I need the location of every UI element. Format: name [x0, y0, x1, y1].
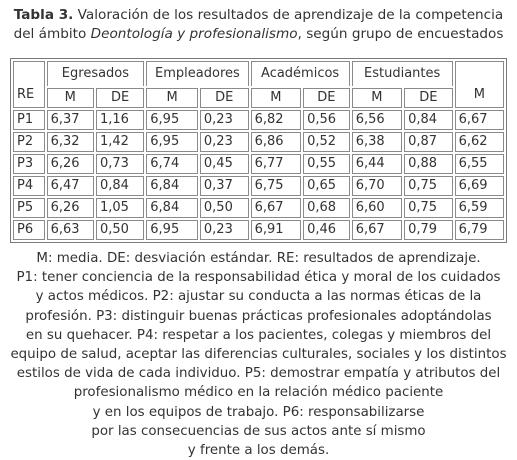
table-cell: 6,77 [251, 154, 302, 174]
table-cell: 6,67 [352, 220, 402, 240]
table-cell: 6,47 [47, 176, 94, 196]
table-cell: 0,68 [303, 198, 350, 218]
total-header-cell: M [455, 61, 504, 108]
sub-header-m: M [352, 88, 402, 108]
row-label: P6 [13, 220, 45, 240]
sub-header-de: DE [404, 88, 453, 108]
table-cell: 6,74 [146, 154, 198, 174]
caption-label: Tabla 3. [13, 7, 74, 23]
table-cell: 6,70 [352, 176, 402, 196]
table-row [13, 198, 504, 218]
sub-header-de: DE [96, 88, 144, 108]
table-cell: 0,79 [404, 220, 453, 240]
row-label: P5 [13, 198, 45, 218]
table-cell: 6,79 [455, 220, 504, 240]
footnote-line: equipo de salud, aceptar las diferencias culturales, sociales y los distintos [10, 347, 507, 363]
group-header-estudiantes: Estudiantes [352, 61, 453, 86]
sub-header-m: M [146, 88, 198, 108]
table-cell: 1,16 [96, 110, 144, 130]
table-footnote [0, 249, 517, 460]
table-cell: 0,65 [303, 176, 350, 196]
table-cell: 6,84 [146, 198, 198, 218]
table-cell: 6,84 [146, 176, 198, 196]
footnote-line: y actos médicos. P2: ajustar su conducta a las normas éticas de la [35, 289, 482, 305]
group-header-row [13, 61, 504, 86]
table-cell: 1,05 [96, 198, 144, 218]
table-cell: 6,63 [47, 220, 94, 240]
table-cell: 1,42 [96, 132, 144, 152]
table-cell: 0,50 [96, 220, 144, 240]
footnote-line: por las consecuencias de sus actos ante sí mismo [91, 423, 426, 439]
table-cell: 0,88 [404, 154, 453, 174]
footnote-line: estilos de vida de cada individuo. P5: demostrar empatía y atributos del [16, 366, 501, 382]
group-header-empleadores: Empleadores [146, 61, 248, 86]
sub-header-m: M [251, 88, 302, 108]
table-cell: 6,44 [352, 154, 402, 174]
table-cell: 6,82 [251, 110, 302, 130]
table-row [13, 176, 504, 196]
table-cell: 6,91 [251, 220, 302, 240]
table-cell: 6,26 [47, 198, 94, 218]
results-table [10, 58, 507, 243]
table-cell: 6,95 [146, 220, 198, 240]
caption-text-1: Valoración de los resultados de aprendizaje de la competencia [73, 7, 504, 23]
footnote-line: profesión. P3: distinguir buenas prácticas profesionales adoptándolas [25, 308, 492, 324]
table-cell: 6,69 [455, 176, 504, 196]
row-label: P1 [13, 110, 45, 130]
table-cell: 6,67 [251, 198, 302, 218]
footnote-line: profesionalismo médico en la relación médico paciente [73, 385, 444, 401]
table-cell: 6,59 [455, 198, 504, 218]
table-cell: 0,87 [404, 132, 453, 152]
table-cell: 6,75 [251, 176, 302, 196]
table-cell: 0,23 [200, 132, 249, 152]
table-cell: 0,75 [404, 176, 453, 196]
footnote-line: y en los equipos de trabajo. P6: responsabilizarse [92, 404, 425, 420]
table-cell: 6,55 [455, 154, 504, 174]
table-row [13, 132, 504, 152]
row-label: P2 [13, 132, 45, 152]
table-cell: 6,60 [352, 198, 402, 218]
table-cell: 6,95 [146, 132, 198, 152]
sub-header-de: DE [303, 88, 350, 108]
footnote-line: M: media. DE: desviación estándar. RE: resultados de aprendizaje. [36, 251, 481, 266]
table-cell: 0,23 [200, 220, 249, 240]
row-label: P4 [13, 176, 45, 196]
table-row [13, 154, 504, 174]
row-header-cell: RE [13, 61, 45, 108]
footnote-line: y frente a los demás. [187, 443, 330, 459]
caption-line-2 [0, 25, 517, 44]
table-cell: 6,67 [455, 110, 504, 130]
caption-italic: Deontología y profesionalismo [90, 26, 298, 42]
group-header-egresados: Egresados [47, 61, 145, 86]
table-cell: 0,50 [200, 198, 249, 218]
table-cell: 0,45 [200, 154, 249, 174]
table-cell: 6,86 [251, 132, 302, 152]
table-cell: 0,73 [96, 154, 144, 174]
table-row [13, 220, 504, 240]
group-header-academicos: Académicos [251, 61, 350, 86]
table-cell: 6,56 [352, 110, 402, 130]
table-cell: 0,56 [303, 110, 350, 130]
footnote-line: P1: tener conciencia de la responsabilidad ética y moral de los cuidados [16, 270, 501, 286]
table-cell: 6,38 [352, 132, 402, 152]
table-cell: 0,46 [303, 220, 350, 240]
table-cell: 0,55 [303, 154, 350, 174]
sub-header-de: DE [200, 88, 249, 108]
row-label: P3 [13, 154, 45, 174]
table-cell: 6,62 [455, 132, 504, 152]
table-cell: 6,26 [47, 154, 94, 174]
sub-header-row [13, 88, 504, 108]
table-cell: 0,37 [200, 176, 249, 196]
table-cell: 0,84 [96, 176, 144, 196]
sub-header-m: M [47, 88, 94, 108]
table-cell: 0,84 [404, 110, 453, 130]
table-cell: 0,75 [404, 198, 453, 218]
table-cell: 0,23 [200, 110, 249, 130]
table-cell: 6,32 [47, 132, 94, 152]
caption-text-2b: , según grupo de encuestados [297, 26, 504, 42]
table-caption [0, 6, 517, 44]
footnote-line: en su quehacer. P4: respetar a los pacientes, colegas y miembros del [25, 327, 492, 343]
caption-line-1 [0, 6, 517, 25]
table-cell: 6,95 [146, 110, 198, 130]
caption-text-2a: del ámbito [13, 26, 91, 42]
table-row [13, 110, 504, 130]
table-cell: 6,37 [47, 110, 94, 130]
table-cell: 0,52 [303, 132, 350, 152]
